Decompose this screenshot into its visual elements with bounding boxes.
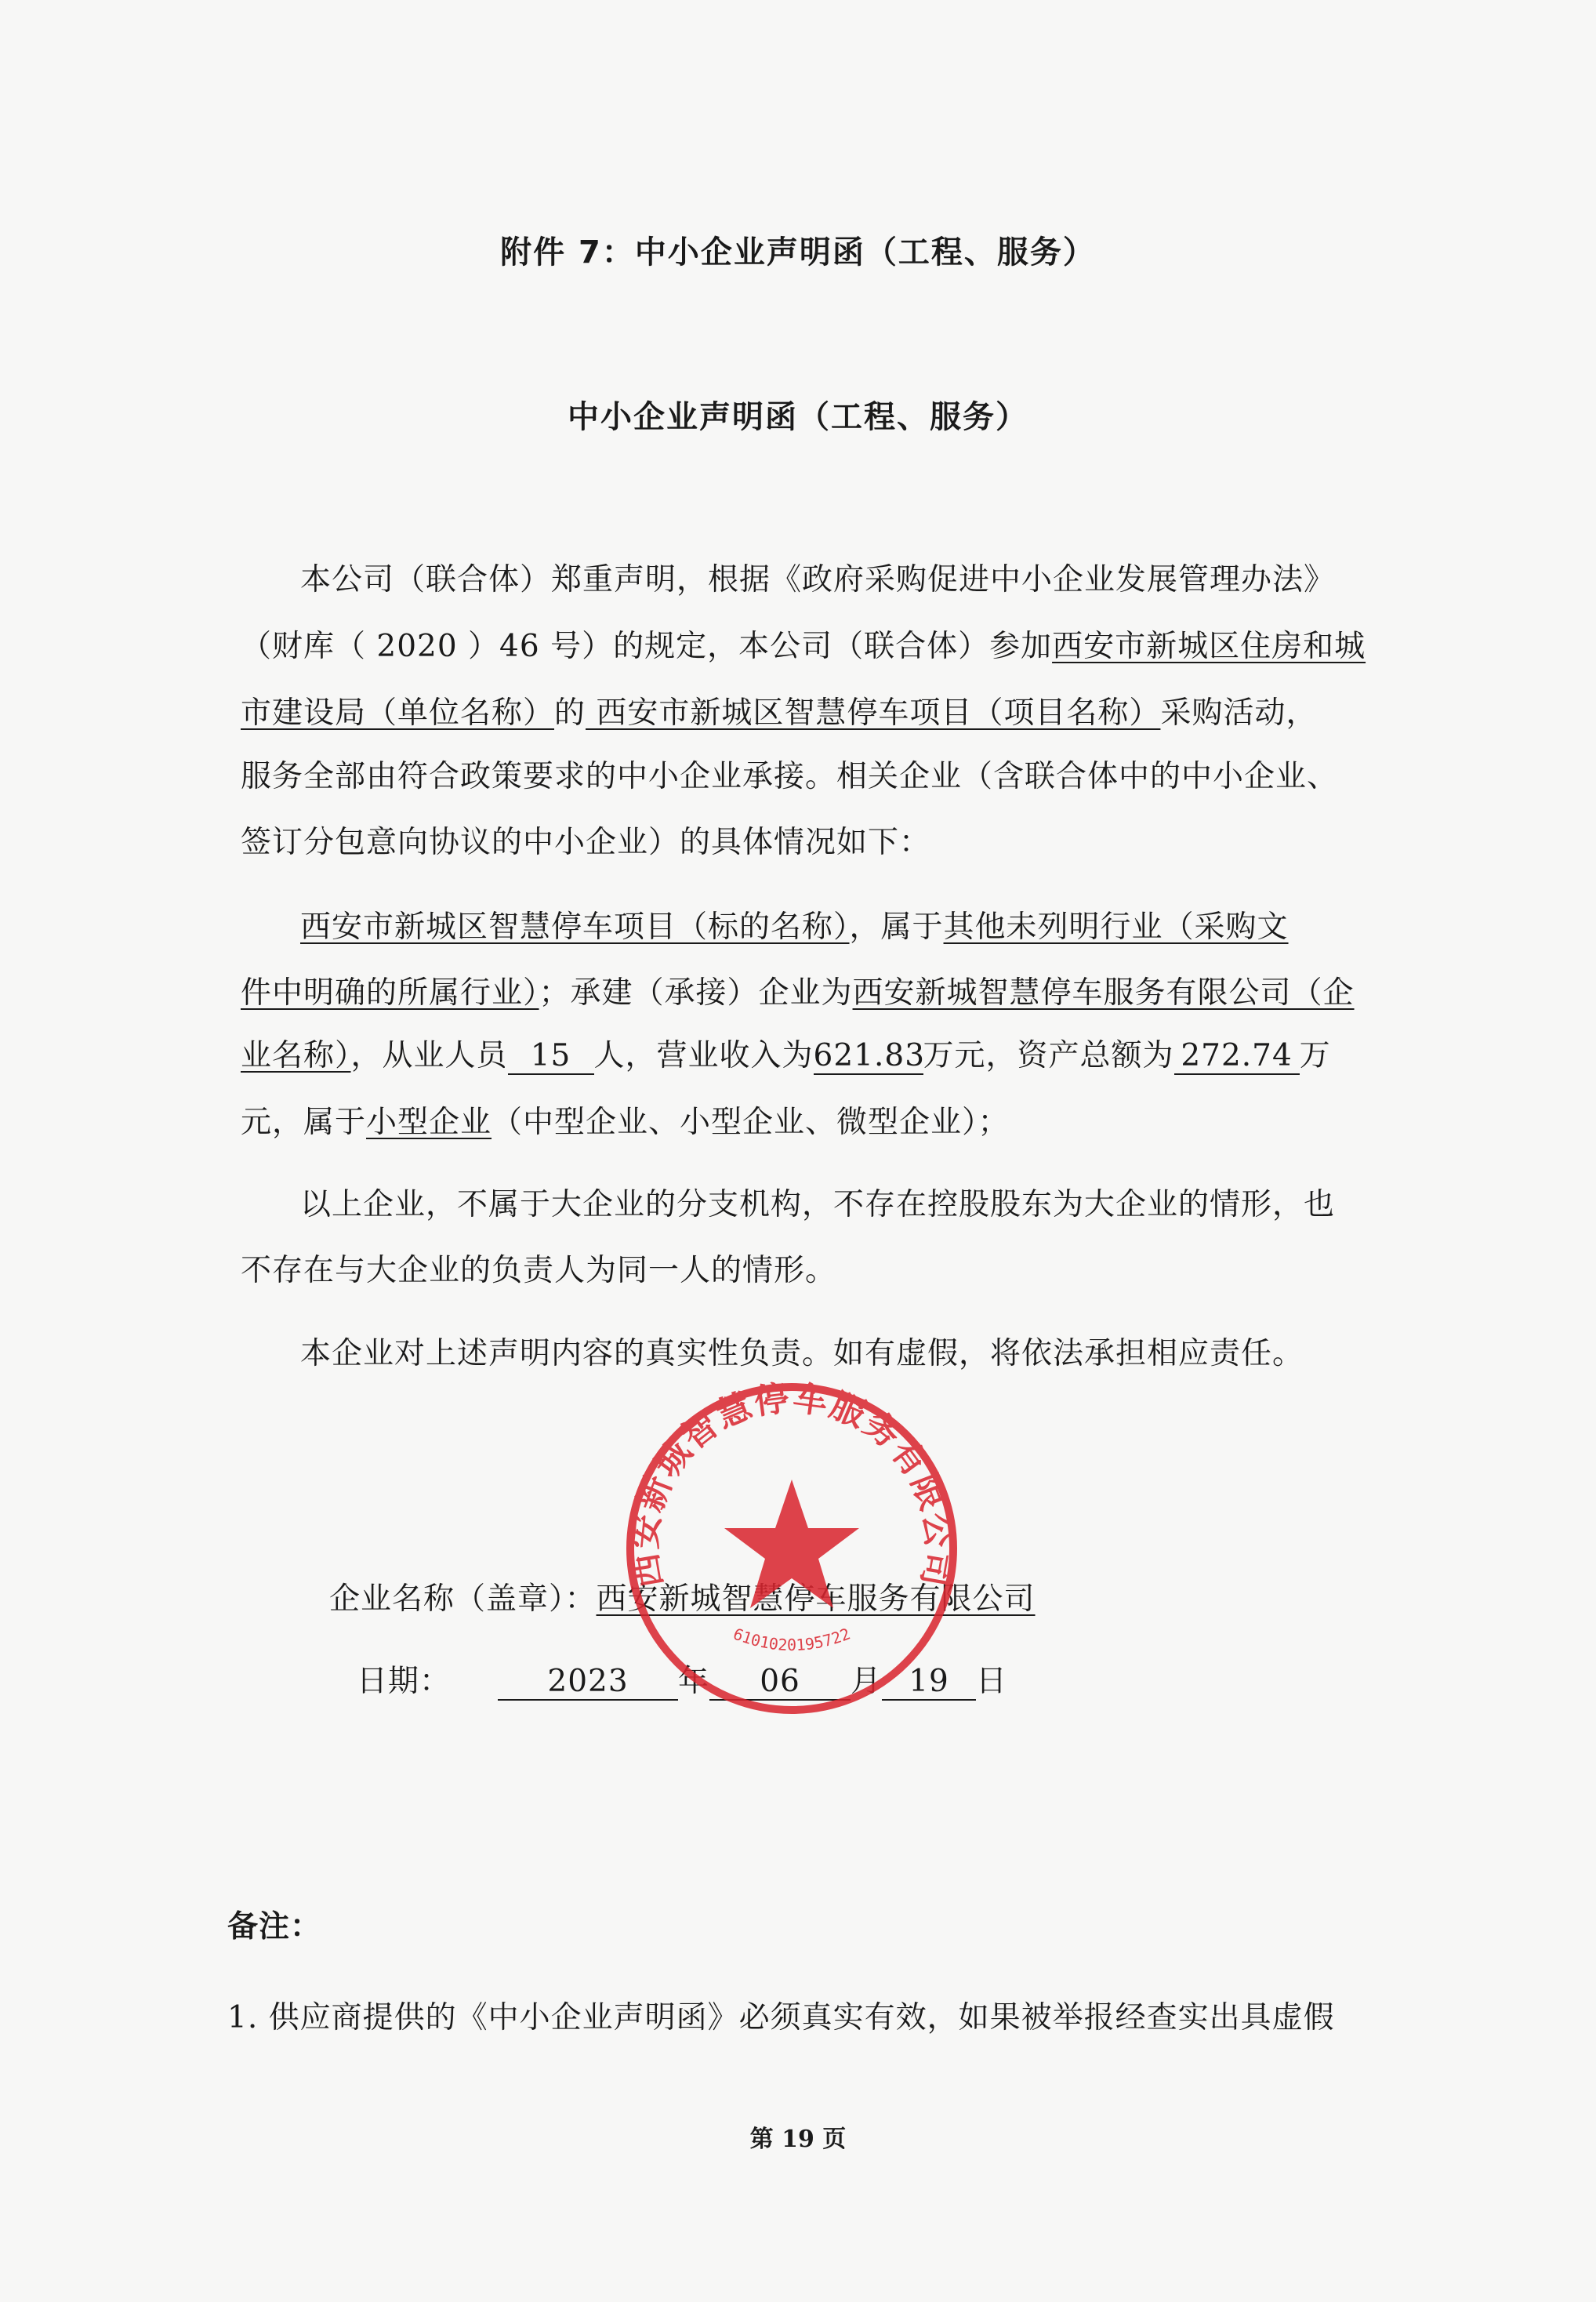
paragraph-3-line-1: 以上企业，不属于大企业的分支机构，不存在控股股东为大企业的情形，也 [300, 1187, 1336, 1222]
date-label: 日期： [357, 1664, 452, 1699]
revenue-value: 621.83 [813, 1038, 926, 1073]
paragraph-1-line-1: 本公司（联合体）郑重声明，根据《政府采购促进中小企业发展管理办法》 [300, 562, 1336, 597]
enterprise-size: 小型企业 [366, 1105, 492, 1140]
company-name: 西安新城智慧停车服务有限公司 [596, 1581, 1036, 1617]
paragraph-1-line-2: （财库（ 2020 ）46 号）的规定，本公司（联合体）参加西安市新城区住房和城 [241, 629, 1366, 664]
project-name: 西安市新城区智慧停车项目（项目名称） [586, 695, 1161, 731]
page-number: 第 19 页 [749, 2126, 847, 2153]
document-title: 中小企业声明函（工程、服务） [568, 399, 1028, 435]
paragraph-2-line-2: 件中明确的所属行业）；承建（承接）企业为西安新城智慧停车服务有限公司（企 [241, 975, 1355, 1011]
industry-cont: 件中明确的所属行业） [241, 975, 539, 1011]
paragraph-1-line-3: 市建设局（单位名称）的 西安市新城区智慧停车项目（项目名称）采购活动， [241, 695, 1318, 731]
seal-ring-text: 西安新城智慧停车服务有限公司 [624, 1378, 959, 1592]
industry: 其他未列明行业（采购文 [943, 910, 1289, 945]
paragraph-1-line-5: 签订分包意向协议的中小企业）的具体情况如下： [241, 825, 931, 860]
enterprise-name-cont: 业名称） [241, 1038, 351, 1073]
note-item-1: 1. 供应商提供的《中小企业声明函》必须真实有效，如果被举报经查实出具虚假 [227, 2000, 1335, 2035]
purchaser-name-cont: 市建设局（单位名称） [241, 695, 555, 731]
paragraph-3-line-2: 不存在与大企业的负责人为同一人的情形。 [241, 1253, 837, 1288]
paragraph-2-line-1: 西安市新城区智慧停车项目（标的名称），属于其他未列明行业（采购文 [300, 910, 1289, 945]
star-icon [724, 1480, 859, 1608]
enterprise-name: 西安新城智慧停车服务有限公司（企 [852, 975, 1355, 1011]
purchaser-name: 西安市新城区住房和城 [1052, 629, 1366, 664]
company-seal [619, 1376, 964, 1721]
subject-name: 西安市新城区智慧停车项目（标的名称） [300, 910, 850, 945]
company-label: 企业名称（盖章）： [329, 1581, 597, 1617]
attachment-title: 附件 7：中小企业声明函（工程、服务） [500, 234, 1096, 271]
paragraph-2-line-3: 业名称），从业人员 15 人，营业收入为621.83万元，资产总额为 272.74 万 [241, 1038, 1331, 1073]
notes-label: 备注： [227, 1908, 322, 1944]
date-line: 日期： 2023 年 06 月 19 日 [357, 1664, 1008, 1699]
date-day: 19 [882, 1665, 976, 1701]
date-month: 06 [709, 1665, 851, 1701]
date-year: 2023 [498, 1665, 678, 1701]
paragraph-4-line-1: 本企业对上述声明内容的真实性负责。如有虚假，将依法承担相应责任。 [300, 1336, 1304, 1371]
employees-value: 15 [508, 1039, 594, 1075]
seal-number: 6101020195722 [731, 1624, 853, 1654]
paragraph-2-line-4: 元，属于小型企业（中型企业、小型企业、微型企业）； [241, 1105, 1010, 1140]
assets-value: 272.74 [1174, 1039, 1300, 1075]
svg-text:6101020195722 [731, 1624, 853, 1654]
paragraph-1-line-4: 服务全部由符合政策要求的中小企业承接。相关企业（含联合体中的中小企业、 [241, 759, 1339, 794]
